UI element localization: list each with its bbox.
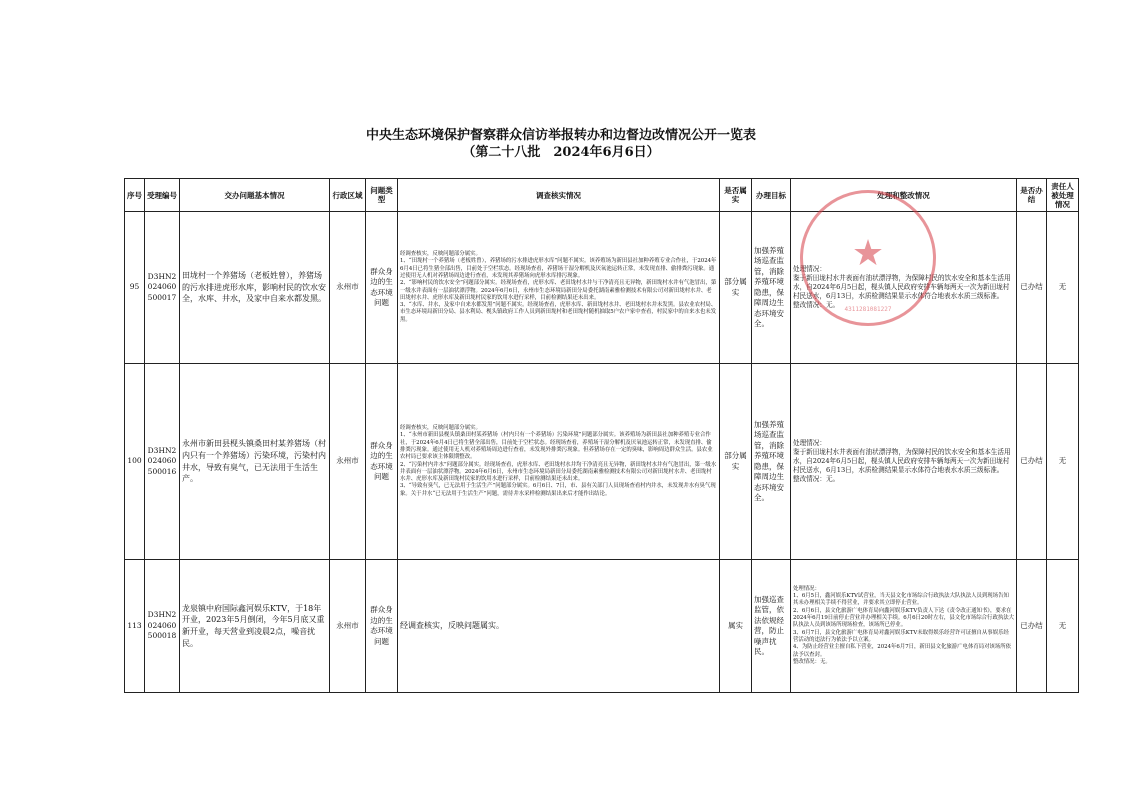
header-investigation: 调查核实情况 [398, 179, 720, 212]
row-closed: 已办结 [1017, 364, 1047, 560]
header-true: 是否属实 [720, 179, 752, 212]
header-accountability: 责任人被处理情况 [1047, 179, 1079, 212]
document-subtitle: （第二十八批 2024年6月6日） [462, 145, 660, 160]
seal-number: 4311281081227 [844, 306, 892, 313]
row-region: 永州市 [330, 560, 366, 693]
row-problem: 田垅村一个养猪场（老板姓曾），养猪场的污水排进虎形水库，影响村民的饮水安全，水库、井水，及家中自来水都发黑。 [180, 212, 330, 364]
row-target: 加强养殖场巡查监管，消除养殖环境隐患，保障周边生态环境安全。 [752, 212, 791, 364]
header-code: 受理编号 [145, 179, 180, 212]
row-handling: 处理情况： 鉴于新田垅村水井表面有油状漂浮物，为保障村民的饮水安全和基本生活用水，自2024年6月5日起，枧头镇人民政府安排车辆每两天一次为新田垅村村民送水，6月13日，水质检测结果显示水体符合地表水水质三级标准。 整改情况：无。 [791, 364, 1017, 560]
row-no: 113 [125, 560, 145, 693]
row-investigation: 经调查核实，反映问题属实。 [398, 560, 720, 693]
header-target: 办理目标 [752, 179, 791, 212]
header-problem: 交办问题基本情况 [180, 179, 330, 212]
row-accountability: 无 [1047, 212, 1079, 364]
table-header-row [125, 179, 1079, 212]
table-row [125, 560, 1079, 693]
header-closed: 是否办结 [1017, 179, 1047, 212]
row-code: D3HN2024060500017 [145, 212, 180, 364]
row-investigation: 经调查核实，反映问题部分属实。 1、“永州市新田县枧头镇桑田村某养猪场（村内只有一个养猪场）污染环境”问题部分属实。该养殖场为新田县社加种养殖专业合作社，于2024年6月4日已将生猪全部出售，目前处于空栏状态。经现场查看，养殖场干湿分解机及厌氧池运转正常，未发现直排、偷排粪污现象。通过使用无人机对养殖场周边进行查看，未发现外排粪污现象。但养猪场存在一定的臭味，影响周边群众生活。县农业农村局已要求该主体限期整改。 2、“污染村内井水”问题部分属实。经现场查看，虎形水库、老田垅村水井均干净清亮且无异物，新田垅村水井有气泡冒出，第一级水井表面有一层油状漂浮物。2024年6月6日，永州市生态环境局新田分局委托湖南素雅检测技术有限公司对新田垅村水井、老田垅村水井、虎形水库及新田垅村民家的饮用水进行采样，目前检测结果还未出来。 3、“导致有臭气，已无法用于生活生产”问题部分属实。6月6日、7日，市、县有关部门人员现场查看村内井水，未发现井水有臭气现象。关于井水“已无法用于生活生产”问题，需待井水采样检测结果出来后才能作出结论。 [398, 364, 720, 560]
row-problem: 永州市新田县枧头镇桑田村某养猪场（村内只有一个养猪场）污染环境，污染村内井水，导致有臭气，已无法用于生活生产。 [180, 364, 330, 560]
header-region: 行政区域 [330, 179, 366, 212]
row-target: 加强养殖场巡查监管，消除养殖环境隐患，保障周边生态环境安全。 [752, 364, 791, 560]
table-row [125, 212, 1079, 364]
row-region: 永州市 [330, 212, 366, 364]
row-no: 95 [125, 212, 145, 364]
table-row [125, 364, 1079, 560]
row-closed: 已办结 [1017, 212, 1047, 364]
row-problem: 龙泉镇中府国际鑫河娱乐KTV，于18年开业，2023年5月倒闭，今年5月底又重新开业，每天营业到凌晨2点，噪音扰民。 [180, 560, 330, 693]
row-no: 100 [125, 364, 145, 560]
row-true: 部分属实 [720, 364, 752, 560]
row-code: D3HN2024060500016 [145, 364, 180, 560]
row-target: 加强巡查监管，依法依规经营，防止噪声扰民。 [752, 560, 791, 693]
report-table [124, 178, 1079, 693]
row-true: 部分属实 [720, 212, 752, 364]
header-type: 问题类型 [366, 179, 398, 212]
row-handling: 处理情况： 鉴于新田垅村水井表面有油状漂浮物，为保障村民的饮水安全和基本生活用水，自2024年6月5日起，枧头镇人民政府安排车辆每两天一次为新田垅村村民送水，6月13日，水质检测结果显示水体符合地表水水质三级标准。 整改情况：无。 [791, 212, 1017, 364]
row-true: 属实 [720, 560, 752, 693]
row-type: 群众身边的生态环境问题 [366, 560, 398, 693]
row-accountability: 无 [1047, 364, 1079, 560]
row-code: D3HN2024060500018 [145, 560, 180, 693]
row-accountability: 无 [1047, 560, 1079, 693]
row-handling: 处理情况： 1、6月5日，鑫河娱乐KTV试营业，当天县文化市场综合行政执法大队执法人员到现场告知其未办理相关手续不得营业，并要求其立即停止营业。 2、6月6日，县文化旅游广电体育局向鑫河娱乐KTV负责人下达《责令改正通知书》，要求在2024年6月19日前停止营业并办理相关手续。6月6日20时左右，县文化市场综合行政执法大队执法人员到该场所现场检查，该场所已停业。 3、6月7日，县文化旅游广电体育局对鑫河娱乐KTV未取得娱乐经营许可证擅自从事娱乐经营活动的违法行为依法予以立案。 4、为防止经营业主擅自私下营业，2024年6月7日，新田县文化旅游广电体育局对该场所依法予以查封。 整改情况：无。 [791, 560, 1017, 693]
row-closed: 已办结 [1017, 560, 1047, 693]
header-handling: 处理和整改情况 [791, 179, 1017, 212]
seal-star-icon: ★ [851, 233, 885, 274]
header-no: 序号 [125, 179, 145, 212]
row-investigation: 经调查核实，反映问题部分属实。 1、“田垅村一个养猪场（老板姓曾），养猪场的污水排进虎形水库”问题不属实。该养殖场为新田县社加种养殖专业合作社，于2024年6月4日已将生猪全部出售，目前处于空栏状态。经现场查看，养猪场干湿分解机及厌氧池运转正常，未发现直排、偷排粪污现象。通过使用无人机对养猪场周边进行查看，未发现其养猪场向虎形水库排污现象。 2、“影响村民的饮水安全”问题部分属实。经现场查看，虎形水库、老田垅村水井与干净清亮且无异物，新田垅村水井有气泡冒出，第一级水井表面有一层油状漂浮物。2024年6月6日，永州市生态环境局新田分局委托湖南素雅检测技术有限公司对新田垅村水井、老田垅村水井、虎形水库及新田垅村民家的饮用水进行采样，目前检测结果还未出来。 3、“水库、井水，及家中自来水都发黑”问题不属实。经现场查看，虎形水库、新田垅村水井、老田垅村水井未发黑。县农业农村局、市生态环境局新田分局、县水利局、枧头镇政府工作人员到新田垅村和老田垅村随机抽取5户农户家中查看，村民家中的自来水也未发黑。 [398, 212, 720, 364]
row-type: 群众身边的生态环境问题 [366, 212, 398, 364]
document-title: 中央生态环境保护督察群众信访举报转办和边督边改情况公开一览表 [365, 128, 756, 143]
row-type: 群众身边的生态环境问题 [366, 364, 398, 560]
row-region: 永州市 [330, 364, 366, 560]
